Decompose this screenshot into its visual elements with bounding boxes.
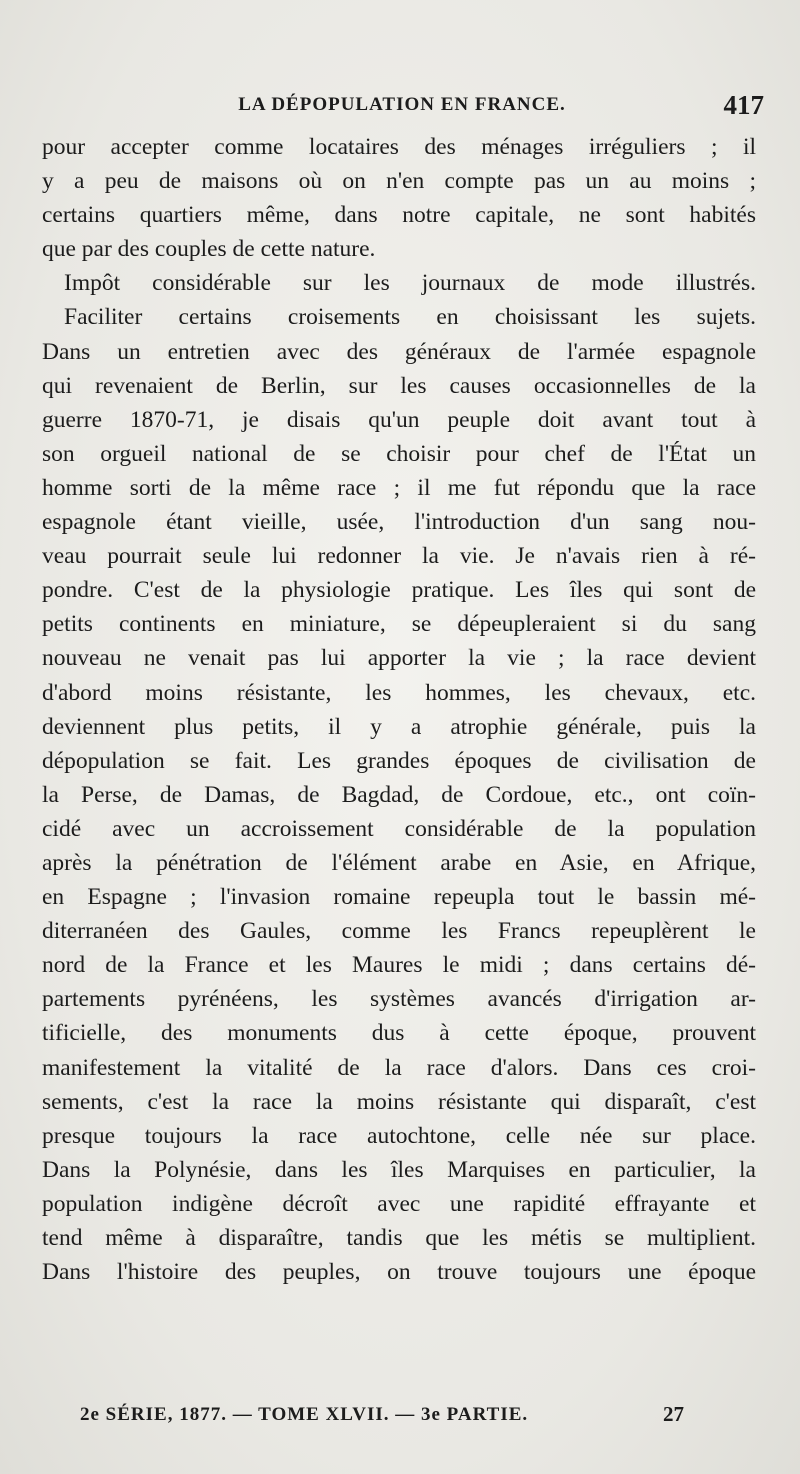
- text-line: que par des couples de cette nature.: [42, 236, 376, 263]
- running-title: LA DÉPOPULATION EN FRANCE.: [238, 94, 566, 115]
- text-line: nord de la France et les Maures le midi ; dans certains dé-: [42, 952, 756, 979]
- text-line: deviennent plus petits, il y a atrophie générale, puis la: [42, 713, 756, 740]
- text-line: la Perse, de Damas, de Bagdad, de Cordoue, etc., ont coïn-: [42, 781, 756, 808]
- text-line: Impôt considérable sur les journaux de mode illustrés.: [64, 270, 756, 297]
- text-line: y a peu de maisons où on n'en compte pas un au moins ;: [42, 168, 756, 195]
- text-line: qui revenaient de Berlin, sur les causes occasionnelles de la: [42, 372, 756, 399]
- text-line: manifestement la vitalité de la race d'alors. Dans ces croi-: [42, 1054, 756, 1081]
- page-header: [40, 90, 764, 130]
- signature-mark: 27: [663, 1402, 684, 1426]
- text-line: espagnole étant vieille, usée, l'introduction d'un sang nou-: [42, 509, 756, 536]
- text-line: en Espagne ; l'invasion romaine repeupla tout le bassin mé-: [42, 884, 756, 911]
- text-line: Dans l'histoire des peuples, on trouve toujours une époque: [42, 1259, 756, 1286]
- text-line: Dans un entretien avec des généraux de l'armée espagnole: [42, 338, 756, 365]
- text-line: certains quartiers même, dans notre capitale, ne sont habités: [42, 202, 756, 229]
- text-line: Faciliter certains croisements en choisissant les sujets.: [64, 304, 756, 331]
- text-line: après la pénétration de l'élément arabe en Asie, en Afrique,: [42, 849, 756, 876]
- text-line: d'abord moins résistante, les hommes, les chevaux, etc.: [42, 679, 756, 706]
- text-line: tend même à disparaître, tandis que les métis se multiplient.: [42, 1225, 756, 1251]
- text-line: petits continents en miniature, se dépeupleraient si du sang: [42, 611, 756, 638]
- text-line: nouveau ne venait pas lui apporter la vie ; la race devient: [42, 645, 756, 672]
- footer-series: 2e SÉRIE, 1877. — TOME XLVII. — 3e PARTIE.: [80, 1404, 529, 1425]
- text-line: presque toujours la race autochtone, celle née sur place.: [42, 1122, 756, 1149]
- text-line: homme sorti de la même race ; il me fut répondu que la race: [42, 474, 756, 501]
- text-line: cidé avec un accroissement considérable de la population: [42, 815, 756, 842]
- text-line: pour accepter comme locataires des ménages irréguliers ; il: [42, 134, 756, 160]
- text-line: son orgueil national de se choisir pour chef de l'État un: [42, 440, 756, 467]
- page-footer: [80, 1404, 684, 1434]
- text-line: guerre 1870-71, je disais qu'un peuple doit avant tout à: [42, 406, 756, 433]
- text-line: Dans la Polynésie, dans les îles Marquises en particulier, la: [42, 1156, 756, 1183]
- text-line: population indigène décroît avec une rapidité effrayante et: [42, 1190, 756, 1217]
- text-line: veau pourrait seule lui redonner la vie. Je n'avais rien à ré-: [42, 543, 756, 570]
- text-line: tificielle, des monuments dus à cette époque, prouvent: [42, 1020, 756, 1047]
- text-line: sements, c'est la race la moins résistante qui disparaît, c'est: [42, 1088, 756, 1115]
- text-line: partements pyrénéens, les systèmes avancés d'irrigation ar-: [42, 986, 756, 1013]
- page-number: 417: [723, 90, 764, 120]
- text-line: dépopulation se fait. Les grandes époques de civilisation de: [42, 747, 756, 774]
- text-line: pondre. C'est de la physiologie pratique. Les îles qui sont de: [42, 577, 756, 604]
- text-line: diterranéen des Gaules, comme les Francs repeuplèrent le: [42, 918, 756, 945]
- body-text: [42, 130, 756, 1289]
